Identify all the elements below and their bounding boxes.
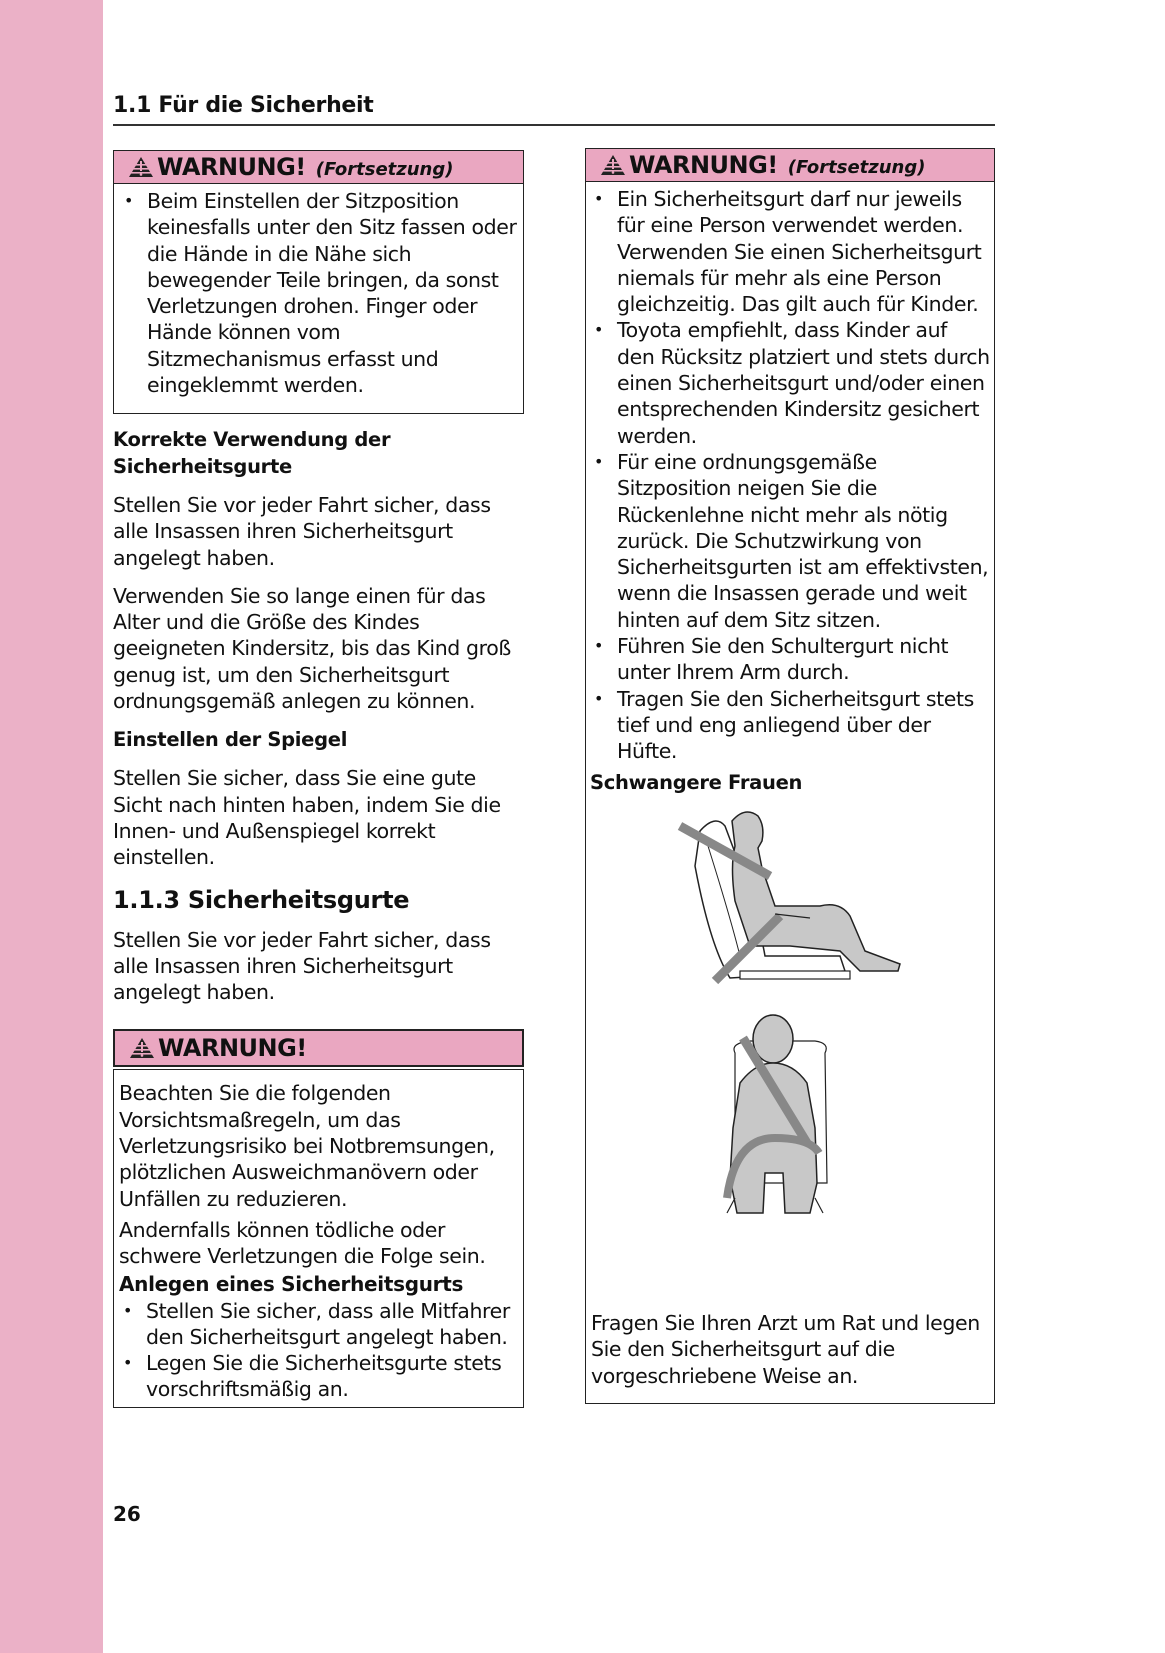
warning-paragraph-2: Andernfalls können tödliche oder schwere Verletzungen die Folge sein. xyxy=(119,1217,486,1269)
chapter-side-tab xyxy=(0,0,103,1653)
warning-box-continued-right xyxy=(585,148,995,1404)
left-column xyxy=(113,150,524,1408)
warning-bullet: • Führen Sie den Schultergurt nicht unter Ihrem Arm durch. xyxy=(590,633,990,686)
warning-body xyxy=(114,1070,523,1406)
warning-body xyxy=(586,182,994,1388)
pregnant-woman-front-view-illustration xyxy=(715,1013,845,1218)
page-number: 26 xyxy=(113,1502,141,1526)
warning-header xyxy=(114,151,523,184)
warning-paragraph-1: Beachten Sie die folgenden Vorsichtsmaßregeln, um das Verletzungsrisiko bei Notbremsungen, plötzlichen Ausweichmanövern oder Unfällen zu reduzieren. xyxy=(119,1081,495,1211)
right-column xyxy=(585,148,995,1404)
warning-subheading: Anlegen eines Sicherheitsgurts xyxy=(119,1271,464,1296)
warning-bullet: • Beim Einstellen der Sitzposition keinesfalls unter den Sitz fassen oder die Hände in die Nähe sich bewegender Teile bringen, da sonst Verletzungen drohen. Finger oder Hände können vom Sitzmechanismus erfasst und eingeklemmt werden. xyxy=(120,188,517,398)
warning-header xyxy=(586,149,994,182)
warning-box-continued-left xyxy=(113,150,524,414)
pregnant-women-heading: Schwangere Frauen xyxy=(590,770,803,794)
belt-use-paragraph-1: Stellen Sie vor jeder Fahrt sicher, dass alle Insassen ihren Sicherheitsgurt angelegt haben. xyxy=(113,493,491,570)
warning-bullet: • Stellen Sie sicher, dass alle Mitfahrer den Sicherheitsgurt angelegt haben. xyxy=(119,1298,518,1351)
section-header: 1.1 Für die Sicherheit xyxy=(113,93,995,126)
warning-bullet: • Legen Sie die Sicherheitsgurte stets vorschriftsmäßig an. xyxy=(119,1350,518,1403)
section-title-1-1-3: 1.1.3 Sicherheitsgurte xyxy=(113,885,410,914)
pregnant-women-paragraph: Fragen Sie Ihren Arzt um Rat und legen Sie den Sicherheitsgurt auf die vorgeschriebene Weise an. xyxy=(591,1311,980,1388)
section-1-1-3-paragraph: Stellen Sie vor jeder Fahrt sicher, dass alle Insassen ihren Sicherheitsgurt angelegt haben. xyxy=(113,927,491,1005)
warning-bullet: • Tragen Sie den Sicherheitsgurt stets tief und eng anliegend über der Hüfte. xyxy=(590,686,990,765)
warning-bullet: • Toyota empfiehlt, dass Kinder auf den Rücksitz platziert und stets durch einen Sicherheitsgurt und/oder einen entsprechenden Kindersitz gesichert werden. xyxy=(590,317,990,448)
warning-bullet: • Ein Sicherheitsgurt darf nur jeweils für eine Person verwendet werden. Verwenden Sie einen Sicherheitsgurt niemals für mehr als eine Person gleichzeitig. Das gilt auch für Kinder. xyxy=(590,186,990,317)
warning-title: WARNUNG! xyxy=(158,1034,307,1063)
warning-title: WARNUNG! xyxy=(629,151,778,179)
pregnant-woman-side-view-illustration xyxy=(670,806,910,991)
mirrors-paragraph: Stellen Sie sicher, dass Sie eine gute Sicht nach hinten haben, indem Sie die Innen- und Außenspiegel korrekt einstellen. xyxy=(113,766,501,870)
belt-use-paragraph-2: Verwenden Sie so lange einen für das Alter und die Größe des Kindes geeigneten Kindersitz, bis das Kind groß genug ist, um den Sicherheitsgurt ordnungsgemäß anlegen zu können. xyxy=(113,583,511,714)
warning-box-main xyxy=(113,1029,524,1407)
warning-bullet: • Für eine ordnungsgemäße Sitzposition neigen Sie die Rückenlehne nicht mehr als nötig zurück. Die Schutzwirkung von Sicherheitsgurten ist am effektivsten, wenn die Insassen gerade und weit hinten auf dem Sitz sitzen. xyxy=(590,449,990,633)
belt-use-heading: Korrekte Verwendung der Sicherheitsgurte xyxy=(113,428,391,478)
warning-title: WARNUNG! xyxy=(157,153,306,181)
warning-header xyxy=(113,1029,524,1067)
mirrors-heading: Einstellen der Spiegel xyxy=(113,728,348,752)
warning-body xyxy=(114,184,523,412)
warning-triangle-icon xyxy=(128,156,154,178)
warning-triangle-icon xyxy=(129,1037,155,1059)
warning-body-box xyxy=(113,1069,524,1407)
warning-continued-label: (Fortsetzung) xyxy=(787,156,926,178)
warning-triangle-icon xyxy=(600,154,626,176)
warning-continued-label: (Fortsetzung) xyxy=(315,158,454,180)
